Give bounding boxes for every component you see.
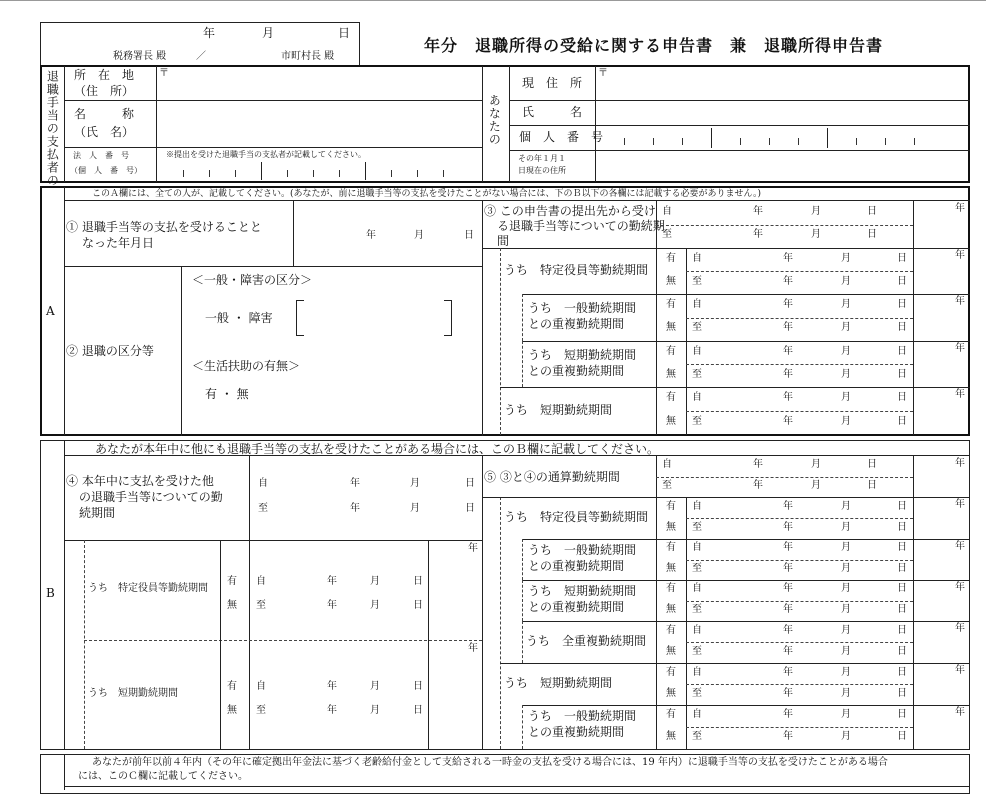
- b-row2-to: 至: [692, 603, 702, 615]
- a-row1-to-day: 日: [897, 322, 907, 334]
- a-row2-from: 自: [692, 345, 702, 357]
- bracket-right: [444, 300, 452, 336]
- a-row1-years: 年: [955, 296, 965, 307]
- b-row4-years: 年: [955, 665, 965, 676]
- rule: [656, 248, 657, 294]
- rule: [656, 341, 657, 387]
- b-left-row0-to-month: 月: [370, 600, 380, 611]
- rule: [656, 294, 657, 341]
- b-row4-to-month: 月: [841, 687, 851, 699]
- a-row3-date-field[interactable]: [686, 387, 913, 435]
- q2-label: ② 退職の区分等: [66, 344, 154, 358]
- q3-from: 自: [662, 205, 672, 217]
- a-row2-years-field[interactable]: [914, 341, 969, 387]
- a-row3-to-day: 日: [897, 416, 907, 427]
- a-row2-to-month: 月: [841, 368, 851, 380]
- a-row0-to-month: 月: [841, 275, 851, 287]
- a-row3-years-field[interactable]: [914, 387, 969, 435]
- b-row5-yes[interactable]: 有: [666, 709, 676, 720]
- a-row2-years: 年: [955, 343, 965, 354]
- b-row2-to-day: 日: [897, 603, 907, 615]
- b-row2-from-day: 日: [897, 583, 907, 595]
- q1-day: 日: [464, 230, 474, 241]
- b-row0-from: 自: [692, 500, 702, 512]
- q5-from-year: 年: [753, 459, 763, 471]
- form-title: 年分 退職所得の受給に関する申告書 兼 退職所得申告書: [424, 36, 884, 55]
- section-c-intro-2: には、このＣ欄に記載してください。: [78, 771, 248, 782]
- a-row3-to-month: 月: [841, 416, 851, 427]
- q3-to: 至: [662, 229, 672, 241]
- b-row2-from-year: 年: [783, 583, 793, 595]
- rule: [656, 621, 657, 663]
- b-row0-to: 至: [692, 521, 702, 533]
- q4-period-field[interactable]: [250, 456, 482, 540]
- a-row1-years-field[interactable]: [914, 294, 969, 341]
- a-row0-date-field[interactable]: [686, 248, 913, 294]
- b-row5-to-day: 日: [897, 731, 907, 742]
- q5-to: 至: [662, 479, 672, 491]
- b-left-row1-to-day: 日: [413, 704, 423, 716]
- livelihood-head: ＜生活扶助の有無＞: [192, 359, 301, 373]
- q1-label-1: ① 退職手当等の支払を受けることと: [66, 220, 262, 234]
- a-row2-date-field[interactable]: [686, 341, 913, 387]
- b-left-row0-from: 自: [256, 576, 266, 587]
- b-row3-from-month: 月: [841, 624, 851, 636]
- b-row1-yes[interactable]: 有: [666, 542, 676, 554]
- b-row0-label: うち 特定役員等勤続期間: [504, 510, 649, 524]
- date-month-label: 月: [262, 26, 275, 40]
- a-row0-no[interactable]: 無: [666, 275, 676, 287]
- q4-from-year: 年: [350, 478, 360, 489]
- q3-to-year: 年: [753, 229, 763, 241]
- section-b-letter: B: [46, 586, 55, 600]
- b-row5-to: 至: [692, 731, 702, 742]
- b-left-row1-years: 年: [468, 643, 478, 654]
- b-left-row0-to: 至: [256, 600, 266, 611]
- you-mynumber-field[interactable]: [596, 126, 969, 150]
- b-row3-from-year: 年: [783, 624, 793, 636]
- tax-office-label: 税務署長 殿: [113, 51, 167, 62]
- a-row3-label: うち 短期勤続期間: [504, 403, 613, 417]
- section-b-intro: あなたが本年中に他にも退職手当等の支払を受けたことがある場合には、このＢ欄に記載してください。: [95, 442, 660, 456]
- b-left-row1-to-year: 年: [327, 704, 337, 716]
- q5-to-year: 年: [753, 479, 763, 491]
- q5-from-day: 日: [867, 459, 877, 471]
- payer-address-label: 所 在 地: [74, 68, 135, 82]
- rule: [500, 497, 501, 749]
- b-row4-from-day: 日: [897, 666, 907, 678]
- a-row2-from-year: 年: [783, 345, 793, 357]
- you-name-label: 氏 名: [522, 105, 583, 119]
- rule: [656, 497, 657, 539]
- date-day-label: 日: [338, 26, 351, 40]
- b-row5-from-year: 年: [783, 709, 793, 720]
- payer-postal-mark: 〒: [159, 68, 169, 79]
- b-row5-from-day: 日: [897, 709, 907, 720]
- payer-side-label: 退職手当の支払者の: [45, 70, 60, 187]
- b-row4-to: 至: [692, 687, 702, 699]
- b-row2-from: 自: [692, 583, 702, 595]
- payer-corp-number-field[interactable]: [157, 160, 481, 182]
- b-row0-from-year: 年: [783, 500, 793, 512]
- q4-from-month: 月: [410, 478, 420, 489]
- q4-label-3: 続期間: [79, 506, 116, 520]
- a-row3-from-day: 日: [897, 392, 907, 403]
- a-row0-label: うち 特定役員等勤続期間: [504, 263, 649, 277]
- a-row2-from-day: 日: [897, 345, 907, 357]
- b-left-row1-to-month: 月: [370, 704, 380, 716]
- q5-label: ⑤ ③と④の通算勤続期間: [484, 470, 620, 484]
- section-c-intro-1: あなたが前年以前４年内（その年に確定拠出年金法に基づく老齢給付金として支給される一時金の支払を受ける場合には、19 年内）に退職手当等の支払を受けたことがある場合: [92, 757, 888, 768]
- b-row1-from-day: 日: [897, 542, 907, 554]
- you-address-label: 現 住 所: [522, 76, 583, 90]
- q4-to-month: 月: [410, 503, 420, 514]
- b-row2-from-month: 月: [841, 583, 851, 595]
- q1-date-field[interactable]: [294, 201, 481, 265]
- b-row1-to: 至: [692, 562, 702, 574]
- q4-from-day: 日: [465, 478, 475, 489]
- you-address-field[interactable]: [596, 66, 969, 100]
- b-row3-label: うち 全重複勤続期間: [526, 634, 647, 648]
- a-row2-yes[interactable]: 有: [666, 345, 676, 357]
- you-jan1-label-1: その年１月１: [518, 154, 566, 163]
- a-row3-to: 至: [692, 416, 702, 427]
- livelihood-opts[interactable]: 有 ・ 無: [205, 387, 249, 401]
- a-row1-to: 至: [692, 322, 702, 334]
- b-left-row0-from-month: 月: [370, 576, 380, 587]
- b-row4-from: 自: [692, 666, 702, 678]
- b-row4-from-month: 月: [841, 666, 851, 678]
- q3-to-month: 月: [811, 229, 821, 241]
- b-left-row0-to-year: 年: [327, 600, 337, 611]
- b-row5-years-field[interactable]: [914, 705, 969, 749]
- rule: [220, 640, 221, 749]
- rule: [500, 248, 501, 435]
- rule: [522, 539, 523, 580]
- q3-label-1: ③ この申告書の提出先から受け: [484, 204, 656, 218]
- a-row0-from-month: 月: [841, 252, 851, 264]
- b-left-row0-from-day: 日: [413, 576, 423, 587]
- a-row1-date-field[interactable]: [686, 294, 913, 341]
- you-side-label: あなたの: [487, 94, 502, 146]
- q4-to-day: 日: [465, 503, 475, 514]
- a-row2-to: 至: [692, 368, 702, 380]
- section-a-letter: A: [46, 304, 55, 318]
- mayor-label: 市町村長 殿: [281, 51, 335, 62]
- q4-to: 至: [258, 503, 268, 514]
- b-left-row0-no[interactable]: 無: [227, 600, 237, 611]
- b-row5-date-field[interactable]: [686, 705, 913, 749]
- a-row2-label-1: うち 短期勤続期間: [528, 348, 637, 362]
- rule: [656, 705, 657, 749]
- rule: [522, 705, 523, 749]
- q3-from-day: 日: [867, 205, 877, 217]
- b-left-row1-date-field[interactable]: [250, 640, 428, 749]
- b-row0-years: 年: [955, 499, 965, 510]
- rule: [522, 580, 523, 621]
- a-row3-from-month: 月: [841, 392, 851, 403]
- b-row5-no[interactable]: 無: [666, 731, 676, 742]
- b-row5-to-month: 月: [841, 731, 851, 742]
- q5-to-day: 日: [867, 479, 877, 491]
- bracket-left: [296, 300, 304, 336]
- a-row3-from: 自: [692, 392, 702, 403]
- a-row0-to-year: 年: [783, 275, 793, 287]
- b-row3-years-field[interactable]: [914, 621, 969, 663]
- you-mynumber-label: 個 人 番 号: [519, 130, 604, 144]
- b-row0-years-field[interactable]: [914, 497, 969, 539]
- a-row0-years: 年: [955, 250, 965, 261]
- b-row0-to-month: 月: [841, 521, 851, 533]
- a-row1-from-day: 日: [897, 298, 907, 310]
- b-row0-from-month: 月: [841, 500, 851, 512]
- b-left-row1-yes[interactable]: 有: [227, 680, 237, 692]
- a-row0-years-field[interactable]: [914, 248, 969, 294]
- payer-name-field[interactable]: [157, 101, 481, 146]
- b-row5-years: 年: [955, 707, 965, 718]
- q4-label-1: ④ 本年中に支払を受けた他: [66, 474, 214, 488]
- b-left-row0-date-field[interactable]: [250, 540, 428, 640]
- b-row4-no[interactable]: 無: [666, 687, 676, 699]
- a-row3-yes[interactable]: 有: [666, 392, 676, 403]
- q4-to-year: 年: [350, 503, 360, 514]
- b-row3-no[interactable]: 無: [666, 645, 676, 657]
- b-row5-label-1: うち 一般勤続期間: [528, 709, 637, 723]
- rule: [522, 341, 523, 387]
- b-left-row1-from-month: 月: [370, 680, 380, 692]
- q3-label-3: 間: [497, 234, 510, 248]
- b-row1-date-field[interactable]: [686, 539, 913, 580]
- b-row3-to: 至: [692, 645, 702, 657]
- b-row5-from: 自: [692, 709, 702, 720]
- b-row3-to-month: 月: [841, 645, 851, 657]
- q1-label-2: なった年月日: [82, 236, 155, 250]
- a-row1-label-2: との重複勤続期間: [528, 317, 625, 331]
- b-row3-to-year: 年: [783, 645, 793, 657]
- b-row2-yes[interactable]: 有: [666, 583, 676, 595]
- b-row3-to-day: 日: [897, 645, 907, 657]
- b-row5-from-month: 月: [841, 709, 851, 720]
- b-row2-to-month: 月: [841, 603, 851, 615]
- section-a-intro: このＡ欄には、全ての人が、記載してください。(あなたが、前に退職手当等の支払を受けたことがない場合には、下のＢ以下の各欄には記載する必要がありません。): [92, 189, 762, 199]
- q3-label-2: る退職手当等についての勤続期: [497, 219, 665, 233]
- a-row0-yes[interactable]: 有: [666, 252, 676, 264]
- a-row2-label-2: との重複勤続期間: [528, 364, 625, 378]
- b-left-row1-years-field[interactable]: [429, 640, 482, 749]
- payer-name-sub: （氏 名）: [74, 125, 135, 139]
- payer-name-label: 名 称: [74, 107, 135, 121]
- a-row3-to-year: 年: [783, 416, 793, 427]
- rule: [522, 621, 523, 663]
- a-row1-to-year: 年: [783, 322, 793, 334]
- a-row3-no[interactable]: 無: [666, 416, 676, 427]
- b-row0-from-day: 日: [897, 500, 907, 512]
- q4-from: 自: [258, 478, 268, 489]
- b-left-row1-from: 自: [256, 680, 266, 692]
- a-row1-to-month: 月: [841, 322, 851, 334]
- category-head: ＜一般・障害の区分＞: [192, 273, 313, 287]
- b-row0-no[interactable]: 無: [666, 521, 676, 533]
- rule: [656, 539, 657, 580]
- q3-to-day: 日: [867, 229, 877, 241]
- category-opts[interactable]: 一般 ・ 障害: [205, 311, 273, 325]
- b-left-row1-from-year: 年: [327, 680, 337, 692]
- b-row4-date-field[interactable]: [686, 663, 913, 705]
- b-row4-years-field[interactable]: [914, 663, 969, 705]
- b-row0-yes[interactable]: 有: [666, 500, 676, 512]
- payer-corp-note: ※提出を受けた退職手当の支払者が記載してください。: [166, 150, 366, 159]
- a-row0-from-day: 日: [897, 252, 907, 264]
- rule: [522, 294, 523, 341]
- b-row2-no[interactable]: 無: [666, 603, 676, 615]
- b-row4-to-year: 年: [783, 687, 793, 699]
- b-row1-label-1: うち 一般勤続期間: [528, 543, 637, 557]
- q3-years-field[interactable]: [914, 201, 969, 248]
- q3-from-year: 年: [753, 205, 763, 217]
- b-row1-years: 年: [955, 541, 965, 552]
- b-row2-label-1: うち 短期勤続期間: [528, 584, 637, 598]
- b-row2-to-year: 年: [783, 603, 793, 615]
- q3-from-month: 月: [811, 205, 821, 217]
- rule: [220, 540, 221, 640]
- b-left-row0-from-year: 年: [327, 576, 337, 587]
- b-row2-label-2: との重複勤続期間: [528, 600, 625, 614]
- b-row0-date-field[interactable]: [686, 497, 913, 539]
- b-row1-from-year: 年: [783, 542, 793, 554]
- q1-month: 月: [414, 230, 424, 241]
- b-row1-from-month: 月: [841, 542, 851, 554]
- b-left-row0-to-day: 日: [413, 600, 423, 611]
- rule: [84, 540, 85, 749]
- slash: ／: [196, 51, 206, 62]
- b-row4-yes[interactable]: 有: [666, 666, 676, 678]
- a-row0-from: 自: [692, 252, 702, 264]
- b-row4-from-year: 年: [783, 666, 793, 678]
- q1-year: 年: [366, 230, 376, 241]
- rule: [656, 580, 657, 621]
- b-row5-to-year: 年: [783, 731, 793, 742]
- b-row1-to-month: 月: [841, 562, 851, 574]
- q4-label-2: の退職手当等についての勤: [79, 490, 223, 504]
- q5-from-month: 月: [811, 459, 821, 471]
- a-row2-no[interactable]: 無: [666, 368, 676, 380]
- a-row1-label-1: うち 一般勤続期間: [528, 301, 637, 315]
- a-row2-to-year: 年: [783, 368, 793, 380]
- b-row3-from: 自: [692, 624, 702, 636]
- rule: [656, 663, 657, 705]
- q3-years: 年: [955, 203, 965, 214]
- date-year-label: 年: [203, 26, 216, 40]
- b-row4-label: うち 短期勤続期間: [504, 676, 613, 690]
- b-row5-label-2: との重複勤続期間: [528, 725, 625, 739]
- payer-address-field[interactable]: [157, 80, 481, 100]
- b-left-row0-years-field[interactable]: [429, 540, 482, 640]
- a-row0-from-year: 年: [783, 252, 793, 264]
- b-row0-to-day: 日: [897, 521, 907, 533]
- a-row1-from-month: 月: [841, 298, 851, 310]
- b-row1-to-day: 日: [897, 562, 907, 574]
- rule: [656, 387, 657, 435]
- b-row3-from-day: 日: [897, 624, 907, 636]
- a-row0-to: 至: [692, 275, 702, 287]
- q5-years: 年: [955, 458, 965, 469]
- b-row2-date-field[interactable]: [686, 580, 913, 621]
- a-row1-yes[interactable]: 有: [666, 298, 676, 310]
- a-row1-from: 自: [692, 298, 702, 310]
- a-row3-from-year: 年: [783, 392, 793, 403]
- b-row1-from: 自: [692, 542, 702, 554]
- b-row3-date-field[interactable]: [686, 621, 913, 663]
- q5-to-month: 月: [811, 479, 821, 491]
- q5-years-field[interactable]: [914, 456, 969, 497]
- a-row1-no[interactable]: 無: [666, 322, 676, 334]
- b-row1-no[interactable]: 無: [666, 562, 676, 574]
- b-left-row1-from-day: 日: [413, 680, 423, 692]
- a-row1-from-year: 年: [783, 298, 793, 310]
- you-jan1-label-2: 日現在の住所: [518, 166, 566, 175]
- a-row2-from-month: 月: [841, 345, 851, 357]
- b-row4-to-day: 日: [897, 687, 907, 699]
- b-row3-years: 年: [955, 623, 965, 634]
- b-left-row0-label: うち 特定役員等勤続期間: [88, 583, 208, 594]
- a-row2-to-day: 日: [897, 368, 907, 380]
- b-row2-years-field[interactable]: [914, 580, 969, 621]
- b-left-row0-years: 年: [468, 543, 478, 554]
- top-rule: [0, 0, 986, 1]
- payer-corp-label: 法 人 番 号: [73, 151, 129, 160]
- b-left-row1-no[interactable]: 無: [227, 704, 237, 716]
- payer-address-sub: （住 所）: [74, 84, 135, 98]
- b-row1-to-year: 年: [783, 562, 793, 574]
- b-left-row0-yes[interactable]: 有: [227, 576, 237, 587]
- you-jan1-address-field[interactable]: [596, 151, 969, 182]
- a-row0-to-day: 日: [897, 275, 907, 287]
- a-row3-years: 年: [955, 389, 965, 400]
- b-row3-yes[interactable]: 有: [666, 624, 676, 636]
- payer-corp-sub: （個 人 番 号）: [70, 166, 142, 175]
- you-postal-mark: 〒: [598, 68, 608, 79]
- b-row1-label-2: との重複勤続期間: [528, 559, 625, 573]
- b-row2-years: 年: [955, 582, 965, 593]
- b-left-row1-label: うち 短期勤続期間: [88, 687, 178, 699]
- q5-from: 自: [662, 459, 672, 471]
- b-row1-years-field[interactable]: [914, 539, 969, 580]
- b-left-row1-to: 至: [256, 704, 266, 716]
- you-name-field[interactable]: [596, 101, 969, 125]
- b-row0-to-year: 年: [783, 521, 793, 533]
